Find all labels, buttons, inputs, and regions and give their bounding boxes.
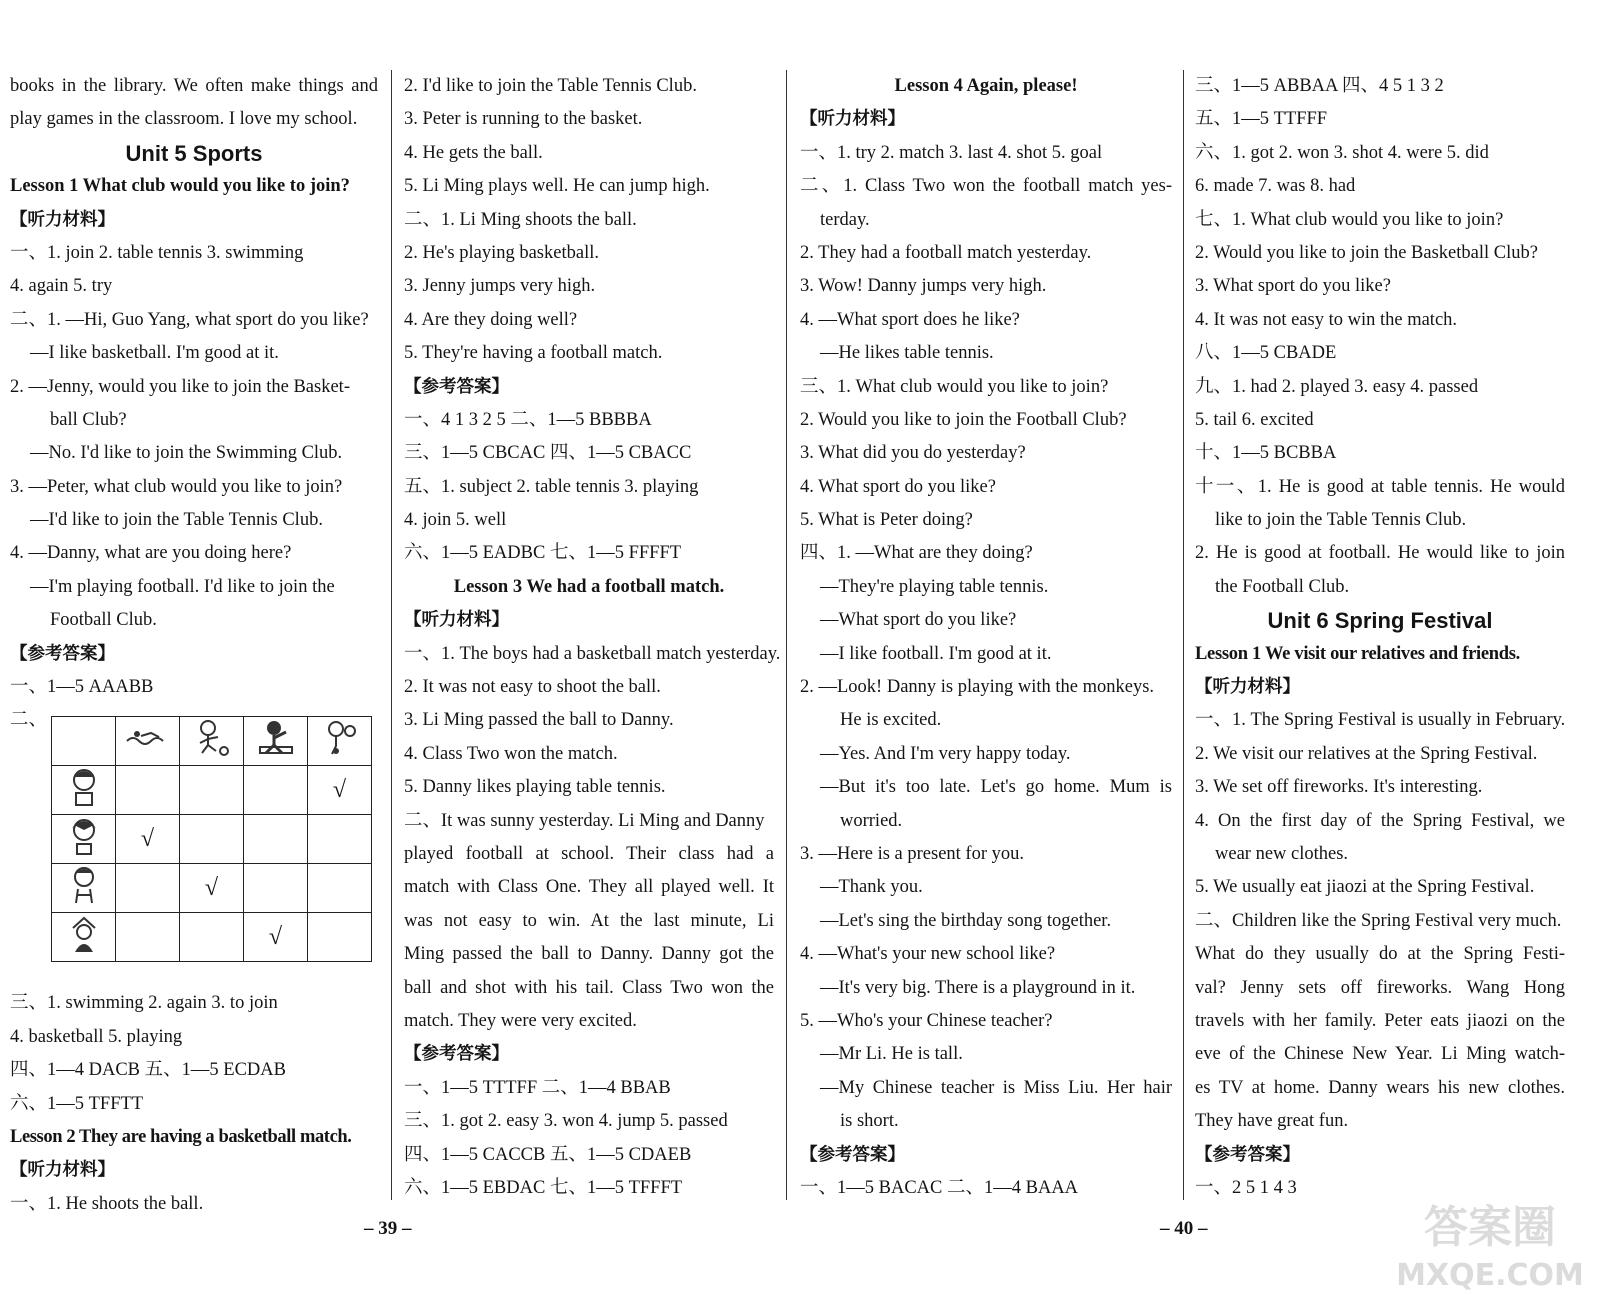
text-line: —They're playing table tennis. bbox=[820, 576, 1049, 597]
text-line: 4. Are they doing well? bbox=[404, 309, 578, 330]
text-line: 4. On the first day of the Spring Festival, we bbox=[1195, 810, 1565, 831]
text-line: 4. What sport do you like? bbox=[800, 476, 996, 497]
answer-cell bbox=[244, 815, 308, 864]
text-line: 3. —Peter, what club would you like to join? bbox=[10, 476, 343, 497]
text-line: val? Jenny sets off fireworks. Wang Hong bbox=[1195, 977, 1565, 998]
child-portrait-icon bbox=[52, 864, 116, 913]
text-line: worried. bbox=[840, 810, 903, 831]
text-line: travels with her family. Peter eats jiaozi on the bbox=[1195, 1010, 1565, 1031]
text-line: 6. made 7. was 8. had bbox=[1195, 176, 1356, 197]
answer-cell bbox=[244, 766, 308, 815]
answer-cell bbox=[308, 913, 372, 962]
text-line: 3. What did you do yesterday? bbox=[800, 443, 1026, 464]
text-line: 一、2 5 1 4 3 bbox=[1195, 1177, 1297, 1198]
text-line: 六、1—5 EBDAC 七、1—5 TFFFT bbox=[404, 1177, 683, 1198]
text-line: like to join the Table Tennis Club. bbox=[1215, 510, 1467, 531]
text-line: 四、1. —What are they doing? bbox=[800, 543, 1033, 564]
text-line: What do they usually do at the Spring Festi- bbox=[1195, 944, 1565, 965]
section-label: 【听力材料】 bbox=[10, 209, 115, 230]
text-line: match with Class One. They all played well. It bbox=[404, 877, 774, 898]
answer-table-block bbox=[10, 704, 378, 987]
section-label: 【参考答案】 bbox=[404, 376, 509, 397]
section-label: 【听力材料】 bbox=[10, 1160, 115, 1181]
column-4 bbox=[1195, 70, 1565, 1205]
column-1 bbox=[10, 70, 378, 1221]
text-line: 二、1. Class Two won the football match yes- bbox=[800, 176, 1172, 197]
text-line: 3. —Here is a present for you. bbox=[800, 843, 1024, 864]
text-line: 十一、1. He is good at table tennis. He would bbox=[1195, 476, 1565, 497]
table-label: 二、 bbox=[10, 710, 48, 731]
answer-cell bbox=[116, 766, 180, 815]
text-line: 4. —What's your new school like? bbox=[800, 944, 1056, 965]
text-line: —I like football. I'm good at it. bbox=[820, 643, 1052, 664]
text-line: 2. It was not easy to shoot the ball. bbox=[404, 677, 661, 698]
text-line: 二、Children like the Spring Festival very much. bbox=[1195, 910, 1562, 931]
text-line: 2. Would you like to join the Basketball Club? bbox=[1195, 242, 1538, 263]
answer-cell: √ bbox=[308, 766, 372, 815]
text-line: 一、1. The boys had a basketball match yesterday. bbox=[404, 643, 781, 664]
text-line: 3. Peter is running to the basket. bbox=[404, 109, 643, 130]
text-line: 三、1—5 ABBAA 四、4 5 1 3 2 bbox=[1195, 76, 1444, 96]
lesson-heading: Lesson 1 What club would you like to join? bbox=[10, 176, 350, 197]
child-portrait-icon bbox=[52, 913, 116, 962]
text-line: 4. He gets the ball. bbox=[404, 142, 543, 163]
text-line: 七、1. What club would you like to join? bbox=[1195, 209, 1504, 230]
section-label: 【参考答案】 bbox=[10, 643, 115, 664]
text-line: wear new clothes. bbox=[1215, 843, 1349, 864]
text-line: 4. again 5. try bbox=[10, 276, 113, 297]
text-line: —I'm playing football. I'd like to join the bbox=[30, 576, 335, 597]
lesson-heading: Lesson 1 We visit our relatives and friends. bbox=[1195, 643, 1520, 664]
text-line: played football at school. Their class had a bbox=[404, 843, 774, 864]
text-line: es TV at home. Danny wears his new clothes. bbox=[1195, 1077, 1565, 1098]
text-line: 5. Danny likes playing table tennis. bbox=[404, 777, 666, 798]
unit-title: Unit 5 Sports bbox=[125, 140, 263, 166]
answer-cell: √ bbox=[116, 815, 180, 864]
text-line: 4. basketball 5. playing bbox=[10, 1026, 183, 1047]
child-portrait-icon bbox=[52, 766, 116, 815]
text-line: Football Club. bbox=[50, 610, 157, 631]
text-line: 5. —Who's your Chinese teacher? bbox=[800, 1010, 1053, 1031]
text-line: 2. I'd like to join the Table Tennis Club. bbox=[404, 76, 697, 96]
text-line: 3. What sport do you like? bbox=[1195, 276, 1391, 297]
column-divider bbox=[1183, 70, 1184, 1200]
text-line: 4. join 5. well bbox=[404, 510, 507, 531]
text-line: 4. —What sport does he like? bbox=[800, 309, 1020, 330]
page-number-right: – 40 – bbox=[1160, 1218, 1208, 1239]
text-line: match. They were very excited. bbox=[404, 1010, 637, 1031]
text-line: 三、1. got 2. easy 3. won 4. jump 5. passed bbox=[404, 1111, 728, 1132]
text-line: —I'd like to join the Table Tennis Club. bbox=[30, 510, 323, 531]
text-line: —But it's too late. Let's go home. Mum is bbox=[820, 777, 1172, 798]
text-line: 3. Li Ming passed the ball to Danny. bbox=[404, 710, 674, 731]
text-line: —What sport do you like? bbox=[820, 610, 1017, 631]
answer-cell: √ bbox=[244, 913, 308, 962]
text-line: 四、1—5 CACCB 五、1—5 CDAEB bbox=[404, 1144, 692, 1165]
column-divider bbox=[391, 70, 392, 1200]
lesson-heading: Lesson 2 They are having a basketball match. bbox=[10, 1126, 352, 1147]
text-line: —No. I'd like to join the Swimming Club. bbox=[30, 443, 343, 464]
text-line: —Thank you. bbox=[820, 877, 923, 898]
section-label: 【参考答案】 bbox=[800, 1144, 905, 1165]
text-line: 5. tail 6. excited bbox=[1195, 409, 1314, 430]
text-line: 三、1—5 CBCAC 四、1—5 CBACC bbox=[404, 443, 692, 464]
text-line: ball and shot with his tail. Class Two won the bbox=[404, 977, 774, 998]
text-line: 3. We set off fireworks. It's interesting. bbox=[1195, 777, 1483, 798]
answer-cell bbox=[180, 815, 244, 864]
text-line: —Yes. And I'm very happy today. bbox=[820, 743, 1071, 764]
answer-cell bbox=[308, 864, 372, 913]
text-line: 一、1—5 AAABB bbox=[10, 677, 154, 698]
text-line: 五、1. subject 2. table tennis 3. playing bbox=[404, 476, 699, 497]
text-line: 六、1—5 EADBC 七、1—5 FFFFT bbox=[404, 543, 682, 564]
section-label: 【参考答案】 bbox=[1195, 1144, 1300, 1165]
text-line: 5. They're having a football match. bbox=[404, 343, 663, 364]
text-line: 3. Wow! Danny jumps very high. bbox=[800, 276, 1047, 297]
text-line: terday. bbox=[820, 209, 870, 230]
text-line: 一、1—5 TTTFF 二、1—4 BBAB bbox=[404, 1077, 671, 1098]
text-line: 2. —Look! Danny is playing with the monkeys. bbox=[800, 677, 1155, 698]
text-line: 5. Li Ming plays well. He can jump high. bbox=[404, 176, 710, 197]
answer-cell bbox=[308, 815, 372, 864]
column-3 bbox=[800, 70, 1172, 1205]
text-line: —I like basketball. I'm good at it. bbox=[30, 343, 279, 364]
lesson-heading: Lesson 4 Again, please! bbox=[894, 76, 1078, 96]
text-line: 4. —Danny, what are you doing here? bbox=[10, 543, 292, 564]
text-line: 2. —Jenny, would you like to join the Basket- bbox=[10, 376, 350, 397]
answer-cell bbox=[180, 913, 244, 962]
answer-cell bbox=[116, 864, 180, 913]
text-line: 八、1—5 CBADE bbox=[1195, 343, 1337, 364]
answer-grid bbox=[51, 716, 372, 962]
text-line: play games in the classroom. I love my school. bbox=[10, 109, 358, 130]
section-label: 【听力材料】 bbox=[1195, 677, 1300, 698]
answer-cell bbox=[244, 864, 308, 913]
text-line: 二、1. —Hi, Guo Yang, what sport do you like? bbox=[10, 309, 369, 330]
sport-table-tennis-icon bbox=[308, 717, 372, 766]
text-line: 一、1. He shoots the ball. bbox=[10, 1193, 204, 1214]
child-portrait-icon bbox=[52, 815, 116, 864]
answer-cell: √ bbox=[180, 864, 244, 913]
text-line: 三、1. What club would you like to join? bbox=[800, 376, 1109, 397]
section-label: 【听力材料】 bbox=[404, 610, 509, 631]
text-line: 5. We usually eat jiaozi at the Spring Festival. bbox=[1195, 877, 1535, 898]
text-line: 二、1. Li Ming shoots the ball. bbox=[404, 209, 637, 230]
sport-swimming-icon bbox=[116, 717, 180, 766]
column-2 bbox=[404, 70, 781, 1205]
text-line: 十、1—5 BCBBA bbox=[1195, 443, 1337, 464]
text-line: —It's very big. There is a playground in it. bbox=[820, 977, 1136, 998]
text-line: 2. He's playing basketball. bbox=[404, 242, 599, 263]
text-line: —He likes table tennis. bbox=[820, 343, 994, 364]
unit-title: Unit 6 Spring Festival bbox=[1267, 608, 1493, 634]
watermark-top-text: 答案圈 bbox=[1424, 1202, 1556, 1253]
text-line: 2. We visit our relatives at the Spring Festival. bbox=[1195, 743, 1538, 764]
text-line: books in the library. We often make things and bbox=[10, 76, 378, 96]
answer-cell bbox=[180, 766, 244, 815]
text-line: Ming passed the ball to Danny. Danny got the bbox=[404, 944, 774, 965]
text-line: 六、1. got 2. won 3. shot 4. were 5. did bbox=[1195, 142, 1489, 163]
text-line: 一、1. The Spring Festival is usually in February. bbox=[1195, 710, 1566, 731]
text-line: —Let's sing the birthday song together. bbox=[820, 910, 1112, 931]
answer-cell bbox=[116, 913, 180, 962]
text-line: 一、1. join 2. table tennis 3. swimming bbox=[10, 242, 304, 263]
page-number-left: – 39 – bbox=[364, 1218, 412, 1239]
grid-header-empty bbox=[52, 717, 116, 766]
text-line: 4. It was not easy to win the match. bbox=[1195, 309, 1458, 330]
watermark-bottom-text: MXQE.COM bbox=[1396, 1258, 1584, 1293]
text-line: the Football Club. bbox=[1215, 576, 1350, 597]
text-line: 五、1—5 TTFFF bbox=[1195, 109, 1328, 130]
text-line: 二、It was sunny yesterday. Li Ming and Danny bbox=[404, 810, 765, 831]
text-line: 四、1—4 DACB 五、1—5 ECDAB bbox=[10, 1060, 286, 1081]
text-line: was not easy to win. At the last minute, Li bbox=[404, 910, 774, 931]
text-line: He is excited. bbox=[840, 710, 942, 731]
text-line: 一、1. try 2. match 3. last 4. shot 5. goal bbox=[800, 142, 1103, 163]
text-line: 2. He is good at football. He would like to join bbox=[1195, 543, 1565, 564]
column-divider bbox=[786, 70, 787, 1200]
sport-football-icon bbox=[180, 717, 244, 766]
text-line: 4. Class Two won the match. bbox=[404, 743, 618, 764]
text-line: They have great fun. bbox=[1195, 1111, 1349, 1132]
section-label: 【参考答案】 bbox=[404, 1044, 509, 1065]
section-label: 【听力材料】 bbox=[800, 109, 905, 130]
text-line: —My Chinese teacher is Miss Liu. Her hair bbox=[820, 1077, 1172, 1098]
text-line: —Mr Li. He is tall. bbox=[820, 1044, 963, 1065]
text-line: 2. They had a football match yesterday. bbox=[800, 242, 1092, 263]
text-line: 5. What is Peter doing? bbox=[800, 510, 973, 531]
watermark-logo bbox=[1390, 1200, 1590, 1310]
text-line: eve of the Chinese New Year. Li Ming watch- bbox=[1195, 1044, 1565, 1065]
text-line: 一、4 1 3 2 5 二、1—5 BBBBA bbox=[404, 409, 652, 430]
text-line: 六、1—5 TFFTT bbox=[10, 1093, 144, 1114]
lesson-heading: Lesson 3 We had a football match. bbox=[453, 576, 725, 597]
text-line: 2. Would you like to join the Football Club? bbox=[800, 409, 1127, 430]
text-line: 九、1. had 2. played 3. easy 4. passed bbox=[1195, 376, 1479, 397]
sport-basketball-icon bbox=[244, 717, 308, 766]
text-line: is short. bbox=[840, 1111, 899, 1132]
text-line: ball Club? bbox=[50, 409, 127, 430]
text-line: 3. Jenny jumps very high. bbox=[404, 276, 596, 297]
text-line: 三、1. swimming 2. again 3. to join bbox=[10, 993, 278, 1014]
text-line: 一、1—5 BACAC 二、1—4 BAAA bbox=[800, 1177, 1079, 1198]
